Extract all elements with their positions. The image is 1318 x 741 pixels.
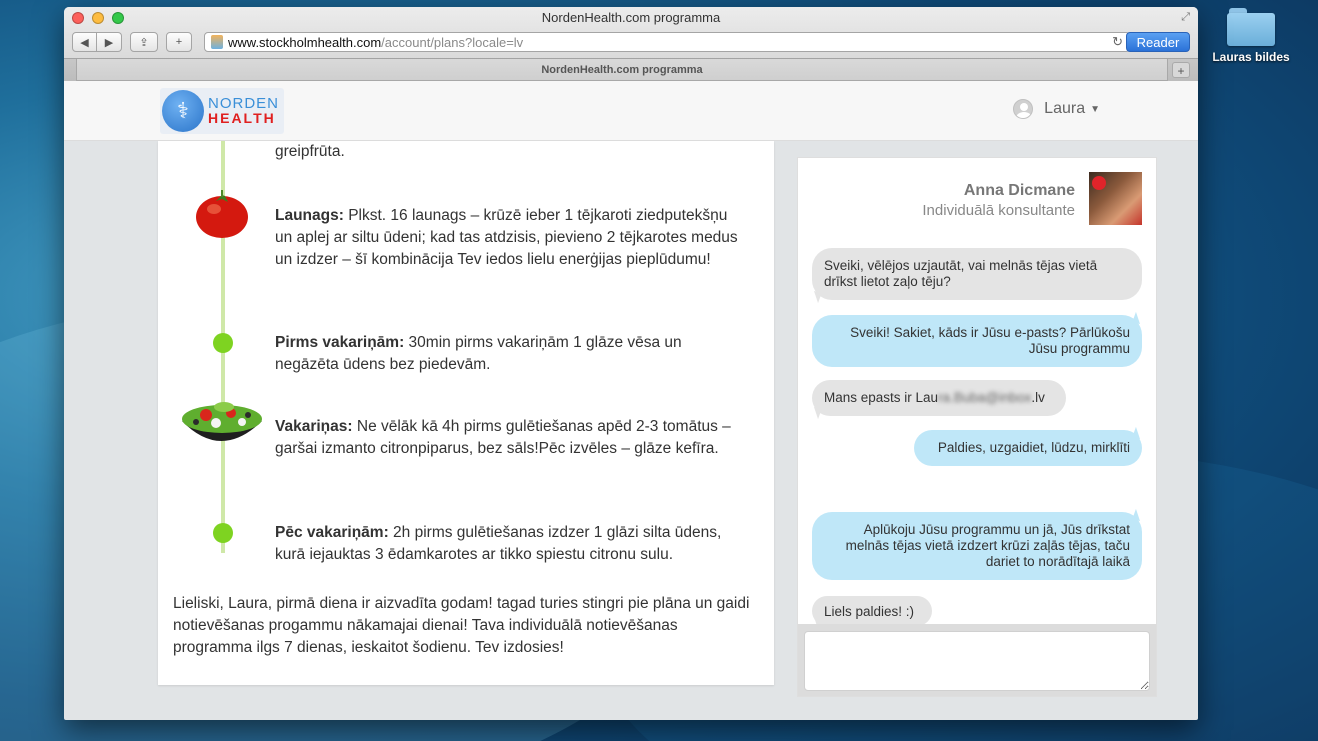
plan-item-title: Pēc vakariņām: [275, 524, 389, 541]
redacted-text: ra.Buba@inbox [938, 390, 1032, 405]
url-path: /account/plans?locale=lv [381, 34, 524, 50]
timeline-dot [213, 523, 233, 543]
plan-item [275, 141, 745, 163]
plan-item [275, 205, 745, 271]
site-header [64, 81, 1198, 141]
site-logo[interactable] [160, 88, 284, 134]
chat-message-user: Liels paldies! :) [812, 596, 932, 626]
chat-message-consultant: Sveiki! Sakiet, kāds ir Jūsu e-pasts? Pārlūkošu Jūsu programmu [812, 315, 1142, 367]
chat-message-consultant: Paldies, uzgaidiet, lūdzu, mirklīti [914, 430, 1142, 466]
logo-wordmark: NORDEN HEALTH [208, 95, 280, 126]
plan-card [158, 141, 774, 685]
user-avatar-icon [1013, 99, 1033, 119]
chat-input-area [798, 624, 1156, 696]
chat-message-user: Mans epasts ir Laura.Buba@inbox.lv [812, 380, 1066, 416]
browser-toolbar [72, 31, 1190, 53]
plan-closing-text: Lieliski, Laura, pirmā diena ir aizvadīta godam! tagad turies stingri pie plāna un gaidi notievēšanas progammu nākamajai dienai! Tava individuālā notievēšanas programma ilgs 7 dienas, ieskaitot šodienu. Tev izdosies! [173, 595, 750, 656]
nav-buttons [72, 32, 122, 52]
caduceus-icon: ⚕ [162, 90, 204, 132]
consultant-name: Anna Dicmane [963, 182, 1075, 199]
add-bookmark-button[interactable]: + [166, 32, 192, 52]
plan-item-text: 2h pirms gulētiešanas izdzer 1 glāzi silta ūdens, kurā iejauktas 3 ēdamkarotes ar tikko spiestu citronu sulu. [275, 524, 722, 563]
chat-message-user: Sveiki, vēlējos uzjautāt, vai melnās tējas vietā drīkst lietot zaļo tēju? [812, 248, 1142, 300]
url-host: www.stockholmhealth.com [228, 34, 382, 50]
user-name: Laura [1044, 100, 1086, 117]
plan-item-title: Launags: [275, 207, 344, 224]
forward-button[interactable]: ▶ [97, 32, 122, 52]
user-menu[interactable] [1013, 99, 1100, 119]
tab-strip [64, 58, 1198, 81]
consultant-role: Individuālā konsultante [922, 202, 1075, 219]
fullscreen-icon[interactable]: ⤢ [1181, 11, 1190, 23]
chevron-down-icon: ▼ [1090, 103, 1100, 115]
window-title: NordenHealth.com programma [541, 10, 721, 25]
plan-item-text: 30min pirms vakariņām 1 glāze vēsa un negāzēta ūdens bez piedevām. [275, 334, 682, 373]
browser-tab[interactable]: NordenHealth.com programma [76, 59, 1168, 81]
share-button[interactable]: ⇪ [130, 32, 158, 52]
favicon-icon [211, 35, 223, 49]
desktop-folder[interactable] [1206, 8, 1296, 64]
plan-item-title: Vakariņas: [275, 418, 353, 435]
plan-item [275, 416, 745, 460]
plan-item-text: Ne vēlāk kā 4h pirms gulētiešanas apēd 2-3 tomātus – garšai izmanto citronpiparus, bez sāls!Pēc izvēles – glāze kefīra. [275, 418, 731, 457]
desktop-folder-label: Lauras bildes [1212, 50, 1290, 64]
browser-window [64, 7, 1198, 720]
folder-icon [1227, 8, 1275, 46]
consultant-avatar [1089, 172, 1142, 225]
salad-icon [176, 395, 266, 451]
reader-button[interactable]: Reader [1126, 32, 1190, 52]
tomato-icon [195, 189, 249, 239]
chat-panel [797, 157, 1157, 697]
plan-item [275, 522, 745, 566]
chat-input[interactable] [804, 631, 1150, 691]
browser-titlebar [64, 7, 1198, 81]
new-tab-button[interactable]: + [1172, 62, 1190, 78]
timeline-dot [213, 333, 233, 353]
back-button[interactable]: ◀ [72, 32, 97, 52]
plan-item-text: Plkst. 16 launags – krūzē ieber 1 tējkaroti ziedputekšņu un aplej ar siltu ūdeni; kad tas atdzisis, pievieno 2 tējkarotes medus un izdzer – šī kombinācija Tev iedos lielu enerģijas pieplūdumu! [275, 207, 738, 268]
plan-item-text: greipfrūta. [275, 143, 345, 160]
chat-message-consultant: Aplūkoju Jūsu programmu un jā, Jūs drīkstat melnās tējas vietā izdzert krūzi zaļās tējas, taču dariet to norādītajā laikā [812, 512, 1142, 580]
address-bar[interactable] [204, 32, 1130, 52]
reload-icon[interactable]: ↻ [1112, 34, 1123, 49]
plan-item-title: Pirms vakariņām: [275, 334, 405, 351]
consultant-info [922, 172, 1142, 225]
plan-item [275, 332, 745, 376]
